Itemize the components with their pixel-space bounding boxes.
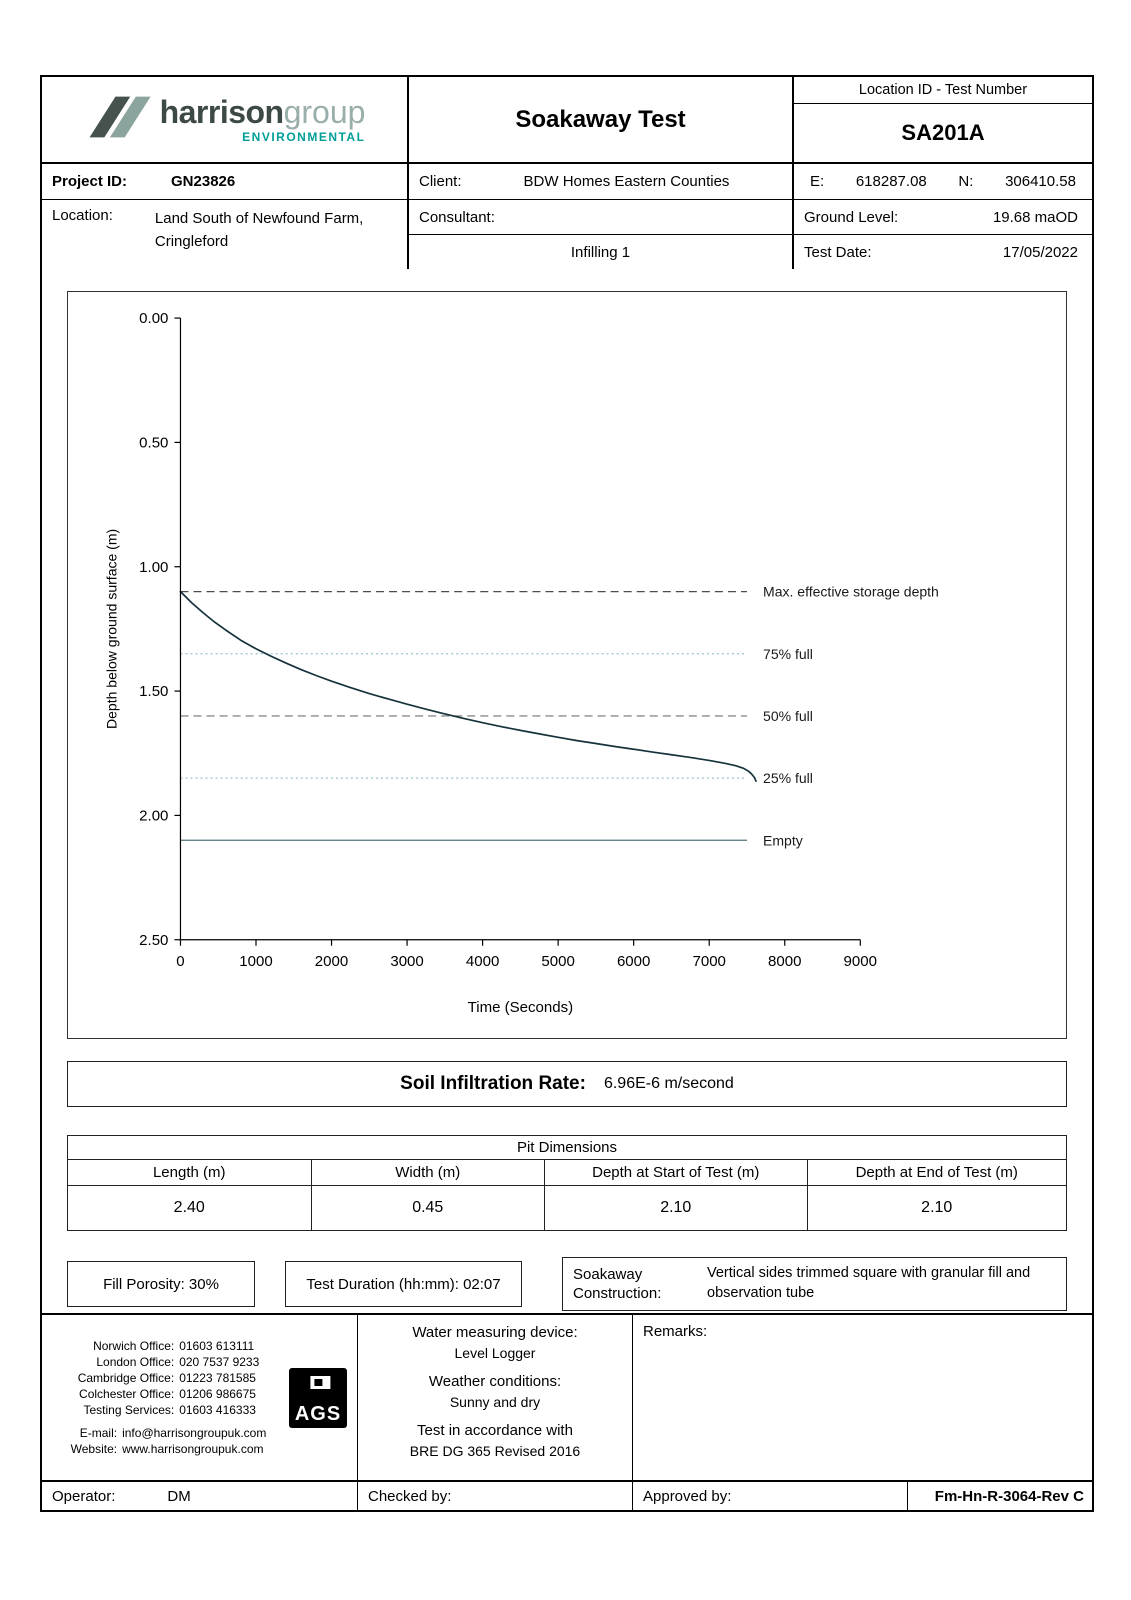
infiltration-rate-label: Soil Infiltration Rate: [400, 1073, 586, 1094]
test-date-value: 17/05/2022 [1002, 243, 1078, 261]
sign-off-row [42, 1480, 1092, 1510]
pit-dimensions-grid [68, 1160, 1066, 1230]
location-cell [42, 199, 407, 269]
svg-text:3000: 3000 [390, 952, 424, 970]
remarks-cell [632, 1315, 1092, 1480]
svg-text:75% full: 75% full [763, 645, 813, 662]
project-id-value: GN23826 [171, 173, 236, 190]
pit-col-length: Length (m) [68, 1160, 311, 1186]
checked-by-label: Checked by: [368, 1487, 452, 1505]
easting-value: 618287.08 [855, 173, 927, 190]
svg-text:5000: 5000 [541, 952, 575, 970]
test-date-cell [792, 234, 1092, 269]
infiltration-rate-value: 6.96E-6 m/second [603, 1075, 734, 1092]
device-label: Water measuring device: [412, 1324, 578, 1341]
ags-logo: AGS [289, 1368, 347, 1428]
remarks-label: Remarks: [643, 1323, 708, 1340]
svg-text:9000: 9000 [843, 952, 878, 970]
logo-brand-bold: harrison [159, 93, 284, 130]
svg-text:1.00: 1.00 [139, 558, 169, 576]
easting-label: E: [810, 173, 825, 190]
pit-val-length: 2.40 [173, 1199, 205, 1216]
ground-level-cell [792, 199, 1092, 234]
pit-col-width: Width (m) [311, 1160, 545, 1186]
project-id-label: Project ID: [52, 173, 128, 190]
website-value: www.harrisongroupuk.com [122, 1442, 264, 1456]
location-value: Land South of Newfound Farm, Cringleford [154, 210, 364, 251]
logo-text [159, 93, 366, 144]
footer-contact-cell [42, 1315, 357, 1480]
pit-dimensions-title: Pit Dimensions [68, 1136, 1066, 1160]
pit-val-depth-start: 2.10 [544, 1186, 806, 1230]
logo-brand-light: group [283, 93, 366, 130]
website-label: Website: [70, 1442, 118, 1456]
report-body [42, 269, 1092, 1313]
project-info-grid [42, 162, 1092, 269]
project-id-cell [42, 164, 407, 199]
coordinates-cell [792, 164, 1092, 199]
svg-text:4000: 4000 [465, 952, 500, 970]
svg-text:6000: 6000 [616, 952, 651, 970]
ags-logo-glyph [310, 1376, 330, 1389]
operator-label: Operator: [52, 1487, 116, 1505]
approved-by-cell [632, 1482, 907, 1510]
svg-text:8000: 8000 [768, 952, 802, 970]
svg-text:Depth below ground surface (m): Depth below ground surface (m) [103, 528, 120, 730]
soakaway-chart-box [67, 291, 1067, 1039]
svg-text:Empty: Empty [763, 832, 803, 849]
client-cell [407, 164, 792, 199]
consultant-label: Consultant: [419, 208, 495, 226]
operator-cell [42, 1482, 357, 1510]
email-value: info@harrisongroupuk.com [122, 1426, 267, 1440]
footer-test-conditions [357, 1315, 632, 1480]
consultant-cell [407, 199, 792, 234]
report-header [42, 77, 1092, 162]
pit-dimensions-table [67, 1135, 1067, 1231]
page-title: Soakaway Test [407, 77, 792, 162]
client-value: BDW Homes Eastern Counties [523, 173, 730, 190]
svg-text:7000: 7000 [692, 952, 726, 970]
checked-by-cell [357, 1482, 632, 1510]
svg-text:50% full: 50% full [763, 707, 813, 724]
weather-label: Weather conditions: [428, 1373, 562, 1390]
pit-col-depth-end: Depth at End of Test (m) [807, 1160, 1067, 1186]
svg-text:1.50: 1.50 [139, 683, 169, 701]
infiltration-rate-box [67, 1061, 1067, 1107]
location-id-cell [792, 77, 1092, 162]
ground-level-label: Ground Level: [804, 208, 899, 226]
svg-text:2.50: 2.50 [139, 931, 169, 949]
pit-col-depth-start: Depth at Start of Test (m) [544, 1160, 806, 1186]
office-contacts [48, 1339, 289, 1456]
construction-text: Vertical sides trimmed square with granular fill and observation tube [707, 1265, 1031, 1301]
email-label: E-mail: [79, 1426, 118, 1440]
soakaway-chart [68, 292, 1066, 1038]
northing-label: N: [958, 173, 974, 190]
location-label: Location: [52, 207, 113, 224]
accordance-line2: BRE DG 365 Revised 2016 [409, 1443, 581, 1459]
approved-by-label: Approved by: [643, 1487, 732, 1505]
accordance-line1: Test in accordance with [417, 1422, 573, 1439]
northing-value: 306410.58 [1005, 173, 1076, 190]
svg-text:0: 0 [176, 952, 185, 970]
weather-value: Sunny and dry [449, 1394, 541, 1410]
svg-text:1000: 1000 [239, 952, 273, 970]
email-website-list [48, 1426, 289, 1456]
svg-text:0.00: 0.00 [139, 310, 169, 328]
svg-text:2000: 2000 [314, 952, 349, 970]
device-value: Level Logger [454, 1345, 536, 1361]
client-label: Client: [419, 173, 462, 190]
svg-text:Max. effective storage depth: Max. effective storage depth [763, 583, 939, 600]
svg-text:0.50: 0.50 [139, 434, 169, 452]
infilling-cell: Infilling 1 [407, 234, 792, 269]
logo-tagline: ENVIRONMENTAL [242, 129, 366, 144]
svg-text:25% full: 25% full [763, 770, 813, 787]
svg-text:2.00: 2.00 [139, 807, 169, 825]
location-id-header: Location ID - Test Number [794, 77, 1092, 104]
form-reference: Fm-Hn-R-3064-Rev C [907, 1482, 1092, 1510]
construction-label: Soakaway Construction: [573, 1265, 662, 1302]
test-date-label: Test Date: [804, 243, 872, 261]
office-phone-list: Norwich Office: 01603 613111 London Office: 020 7537 9233 Cambridge Office: 01223 781585 Colchester Office: 01206 986675 Testing Services: 01603 416333 [77, 1339, 260, 1417]
fill-porosity-box: Fill Porosity: 30% [67, 1261, 255, 1307]
test-duration-box: Test Duration (hh:mm): 02:07 [285, 1261, 522, 1307]
report-footer [42, 1313, 1092, 1480]
report-frame [40, 75, 1094, 1512]
test-detail-row [67, 1257, 1067, 1311]
test-number: SA201A [901, 120, 985, 145]
pit-val-depth-end: 2.10 [807, 1186, 1067, 1230]
harrison-group-logo-icon [84, 91, 158, 148]
svg-text:Time (Seconds): Time (Seconds) [467, 998, 574, 1016]
operator-value: DM [167, 1487, 191, 1505]
ground-level-value: 19.68 maOD [992, 208, 1078, 226]
soakaway-construction-box [562, 1257, 1067, 1311]
pit-val-width: 0.45 [311, 1186, 545, 1230]
logo-brand [159, 93, 366, 130]
company-logo [42, 77, 407, 162]
